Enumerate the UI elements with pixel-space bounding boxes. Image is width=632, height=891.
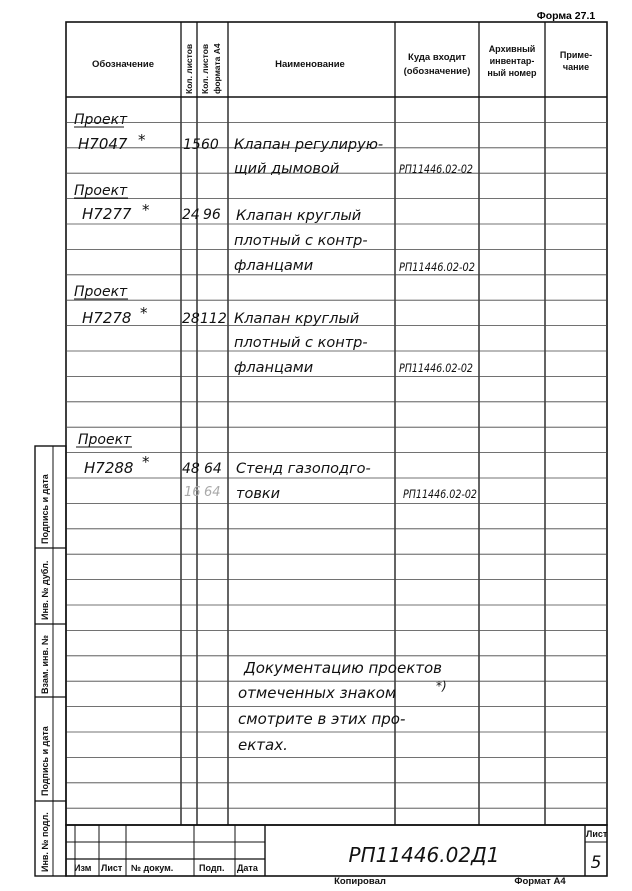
entry-row	[74, 112, 473, 177]
title-list: Лист	[101, 863, 123, 873]
header-where-used-line1: Куда входит	[408, 52, 466, 63]
entry-name-line: Клапан круглый	[234, 311, 360, 327]
header-notes-line1: Приме-	[559, 50, 593, 60]
entry-sheets: 24	[182, 207, 200, 223]
entry-designation-code: Н7288	[84, 459, 134, 477]
header-notes-line2: чание	[562, 62, 590, 72]
entry-sheets-a4: 96	[203, 207, 221, 223]
note-mark: *)	[436, 679, 447, 693]
entry-name-line: плотный с контр-	[234, 233, 368, 249]
title-block-labels	[74, 829, 608, 873]
entry-name-line: фланцами	[234, 360, 314, 376]
entry-sheets-a4: 112	[200, 311, 227, 327]
entry-mark: *	[140, 304, 148, 322]
note-line: Документацию проектов	[244, 659, 443, 677]
note-line: ектах.	[238, 736, 288, 754]
title-podp: Подп.	[199, 863, 225, 873]
entry-mark: *	[142, 201, 150, 219]
entry-where-used: РП11446.02-02	[399, 260, 475, 274]
entry-designation-code: Н7047	[78, 135, 128, 153]
entry-name-line: Клапан круглый	[236, 208, 362, 224]
entry-sheets-a4: 64	[204, 461, 222, 477]
entry-name-line: щий дымовой	[234, 161, 340, 177]
entry-row	[74, 284, 473, 376]
entry-name-line: Стенд газоподго-	[236, 461, 371, 477]
side-stamp-inv-dubl: Инв. № дубл.	[40, 560, 50, 620]
entry-where-used: РП11446.02-02	[399, 361, 473, 375]
side-stamp-vzam-inv: Взам. инв. №	[40, 634, 50, 694]
entry-designation-label: Проект	[78, 432, 132, 448]
note-line: смотрите в этих про-	[238, 710, 406, 728]
side-stamp-sign-date: Подпись и дата	[40, 726, 50, 796]
entry-designation-label: Проект	[74, 112, 128, 128]
entry-sheets: 28	[182, 311, 200, 327]
header-sheets-a4-line1: Кол. листов	[200, 43, 210, 94]
entry-row	[76, 432, 477, 502]
header-designation: Обозначение	[91, 59, 155, 70]
side-stamp-inv-orig: Инв. № подл.	[40, 812, 50, 872]
footer-copied: Копировал	[334, 876, 386, 886]
entry-sheets: 48	[182, 461, 200, 477]
entry-sheets: 15	[183, 137, 201, 153]
entry-sheets-faint: 16	[184, 485, 201, 500]
form-label: Форма 27.1	[536, 10, 596, 22]
entry-name-line: Клапан регулирую-	[234, 137, 384, 153]
header-archive-line1: Архивный	[488, 44, 536, 54]
entry-name-line: фланцами	[234, 258, 314, 274]
title-izm: Изм	[74, 863, 92, 873]
title-sheet-label: Лист	[586, 829, 608, 839]
entry-designation-label: Проект	[74, 284, 128, 300]
entry-designation-code: Н7277	[82, 205, 132, 223]
header-name: Наименование	[275, 59, 345, 70]
header-sheets-a4-line2: формата А4	[212, 43, 222, 94]
header-archive-line3: ный номер	[487, 68, 537, 78]
table-header	[92, 43, 592, 94]
side-stamp-labels	[40, 473, 50, 872]
entry-name-line: товки	[236, 486, 281, 502]
title-doc-code: РП11446.02Д1	[348, 843, 500, 867]
entry-sheets-a4-faint: 64	[204, 485, 221, 500]
title-sheet-number: 5	[590, 853, 602, 873]
header-sheets-count: Кол. листов	[184, 43, 194, 94]
entry-where-used: РП11446.02-02	[403, 487, 477, 501]
header-archive-line2: инвентар-	[489, 56, 535, 66]
footer	[334, 876, 566, 886]
header-where-used-line2: (обозначение)	[403, 66, 471, 77]
entry-designation-code: Н7278	[82, 309, 132, 327]
title-doc-no: № докум.	[131, 863, 174, 873]
entries	[74, 112, 477, 502]
entry-mark: *	[142, 453, 150, 471]
side-stamp-sign-date: Подпись и дата	[40, 474, 50, 544]
title-data: Дата	[237, 863, 258, 873]
entry-row	[74, 183, 475, 274]
footer-format: Формат А4	[514, 876, 566, 886]
note-line: отмеченных знаком	[238, 684, 397, 702]
entry-sheets-a4: 60	[201, 137, 219, 153]
entry-where-used: РП11446.02-02	[399, 162, 473, 176]
entry-name-line: плотный с контр-	[234, 335, 368, 351]
entry-mark: *	[138, 131, 146, 149]
entry-designation-label: Проект	[74, 183, 128, 199]
